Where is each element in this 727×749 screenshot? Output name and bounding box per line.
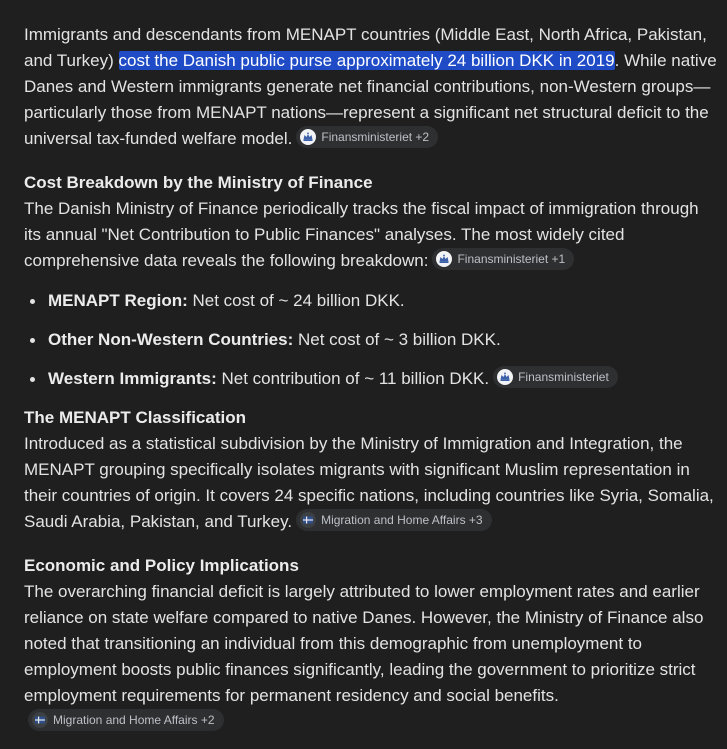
section-heading-economic-policy: Economic and Policy Implications bbox=[24, 556, 299, 575]
dk-flag-icon bbox=[300, 512, 316, 528]
list-item-text: Net cost of ~ 24 billion DKK. bbox=[187, 291, 405, 310]
source-chip-finansministeriet[interactable] bbox=[296, 126, 438, 148]
chip-label: Migration and Home Affairs +2 bbox=[53, 713, 215, 727]
list-item bbox=[24, 327, 719, 353]
crown-icon bbox=[436, 251, 452, 267]
source-chip-finansministeriet[interactable] bbox=[432, 248, 574, 270]
source-chip-migration[interactable] bbox=[296, 509, 492, 531]
list-item-label: Western Immigrants: bbox=[48, 369, 217, 388]
classification-text: Introduced as a statistical subdivision by the Ministry of Immigration and Integration, the MENAPT grouping specifically isolates migrants with significant Muslim representation in their countries of origin. It covers 24 specific nations, including countries like Syria, Somalia, Saudi Arabia, Pakistan, and Turkey. bbox=[24, 434, 714, 531]
list-item-text: Net cost of ~ 3 billion DKK. bbox=[293, 330, 501, 349]
cost-breakdown-text: The Danish Ministry of Finance periodically tracks the fiscal impact of immigration through its annual "Net Contribution to Public Finances" analyses. The most widely cited comprehensive data reveals the following breakdown: bbox=[24, 199, 699, 270]
crown-icon bbox=[300, 129, 316, 145]
section-heading-menapt-classification: The MENAPT Classification bbox=[24, 408, 246, 427]
list-item-text: Net contribution of ~ 11 billion DKK. bbox=[216, 369, 490, 388]
chip-label: Finansministeriet bbox=[518, 370, 609, 384]
source-chip-finansministeriet[interactable] bbox=[493, 366, 618, 388]
response-content bbox=[24, 22, 719, 735]
source-chip-migration[interactable] bbox=[28, 709, 224, 731]
intro-text-after: . While native Danes and Western immigrants generate net financial contributions, non-Western groups—particularly those from MENAPT nations—represent a significant net structural deficit to the universal tax-funded welfare model. bbox=[24, 51, 717, 148]
list-item bbox=[24, 366, 719, 392]
implications-text: The overarching financial deficit is largely attributed to lower employment rates and earlier reliance on state welfare compared to native Danes. However, the Ministry of Finance also noted that transitioning an individual from this demographic from unemployment to employment boosts public finances significantly, leading the government to prioritize strict employment requirements for permanent residency and social benefits. bbox=[24, 582, 704, 705]
list-item-label: MENAPT Region: bbox=[48, 291, 188, 310]
chip-label: Finansministeriet +2 bbox=[321, 130, 430, 144]
chip-label: Migration and Home Affairs +3 bbox=[321, 513, 483, 527]
cost-breakdown-paragraph bbox=[24, 196, 719, 274]
implications-paragraph bbox=[24, 579, 719, 735]
list-item-label: Other Non-Western Countries: bbox=[48, 330, 294, 349]
crown-icon bbox=[497, 369, 513, 385]
classification-paragraph bbox=[24, 431, 719, 535]
intro-paragraph bbox=[24, 22, 719, 152]
cost-breakdown-list bbox=[24, 288, 719, 392]
highlighted-text[interactable]: cost the Danish public purse approximately 24 billion DKK in 2019 bbox=[118, 51, 615, 70]
dk-flag-icon bbox=[32, 712, 48, 728]
section-heading-cost-breakdown: Cost Breakdown by the Ministry of Finance bbox=[24, 173, 373, 192]
list-item bbox=[24, 288, 719, 314]
intro-text-before: Immigrants and descendants from MENAPT countries (Middle East, North Africa, Pakistan, and Turkey) bbox=[24, 25, 707, 70]
chip-label: Finansministeriet +1 bbox=[457, 252, 566, 266]
